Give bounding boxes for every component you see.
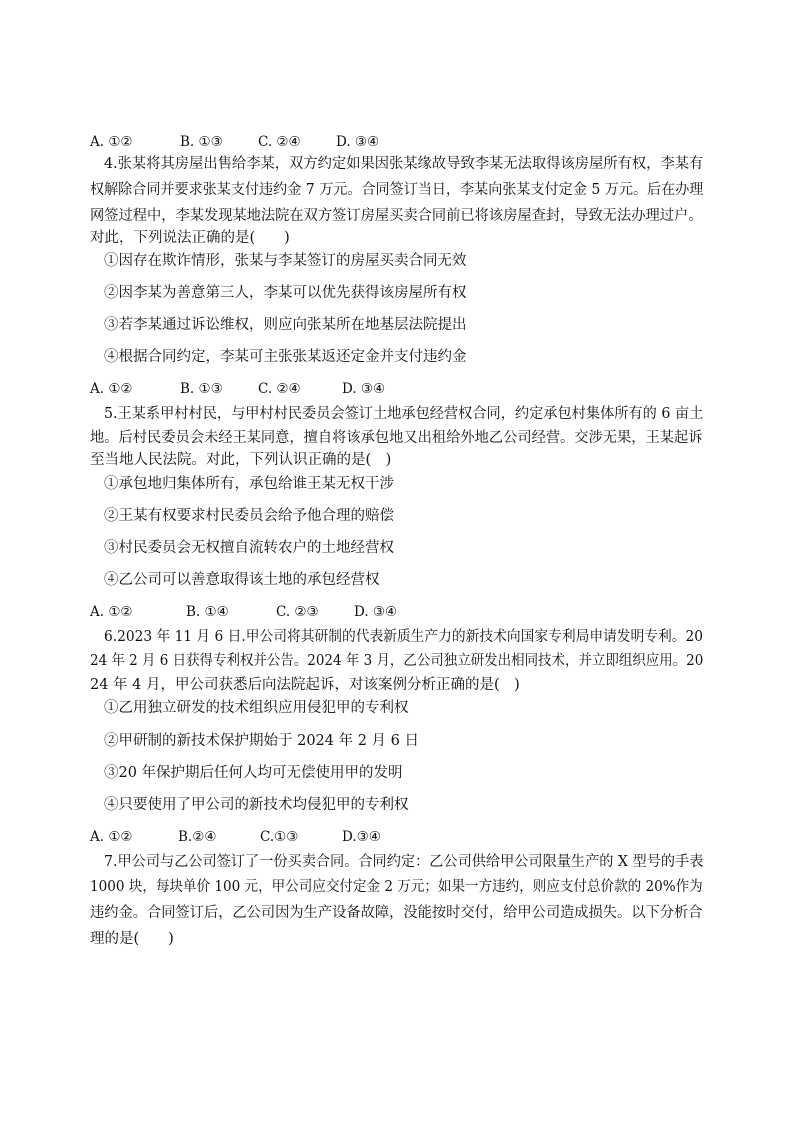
q5-choice-b: B. ①④: [186, 604, 229, 620]
q6-option-4: ④只要使用了甲公司的新技术均侵犯甲的专利权: [104, 797, 409, 813]
q7-stem-line: 1000 块，每块单价 100 元，甲公司应交付定金 2 万元；如果一方违约，则应支付总价款的 20%作为: [90, 879, 703, 895]
q4-choice-b: B. ①③: [180, 381, 223, 397]
q5-option-4: ④乙公司可以善意取得该土地的承包经营权: [104, 572, 380, 588]
q7-stem-line: 违约金。合同签订后，乙公司因为生产设备故障，没能按时交付，给甲公司造成损失。以下分析合: [90, 905, 703, 921]
q4-choice-c: C. ②④: [258, 381, 301, 397]
q5-choice-d: D. ③④: [354, 604, 398, 620]
q4-choice-d: D. ③④: [342, 381, 386, 397]
q5-option-3: ③村民委员会无权擅自流转农户的土地经营权: [104, 540, 394, 556]
q5-option-1: ①承包地归集体所有，承包给谁王某无权干涉: [104, 476, 394, 492]
q4-option-2: ②因李某为善意第三人，李某可以优先获得该房屋所有权: [104, 285, 467, 301]
q4-option-3: ③若李某通过诉讼维权，则应向张某所在地基层法院提出: [104, 317, 467, 333]
q5-stem-line: 5.王某系甲村村民，与甲村村民委员会签订土地承包经营权合同，约定承包村集体所有的 6 亩土: [104, 406, 704, 422]
q6-stem-line: 24 年 2 月 6 日获得专利权并公告。2024 年 3 月，乙公司独立研发出相同技术，并立即组织应用。20: [90, 653, 704, 669]
q5-stem-line: 地。后村民委员会未经王某同意，擅自将该承包地又出租给外地乙公司经营。交涉无果，王某起诉: [90, 430, 703, 446]
q5-choice-a: A. ①②: [90, 604, 133, 620]
q6-option-1: ①乙用独立研发的技术组织应用侵犯甲的专利权: [104, 700, 409, 716]
q4-stem-line: 4.张某将其房屋出售给李某，双方约定如果因张某缘故导致李某无法取得该房屋所有权，李某有: [104, 156, 704, 172]
q6-choice-a: A. ①②: [90, 829, 133, 845]
q4-stem-line: 网签过程中，李某发现某地法院在双方签订房屋买卖合同前已将该房屋查封，导致无法办理过户。: [90, 208, 703, 224]
q6-choice-d: D.③④: [342, 829, 381, 845]
q5-stem-line: 至当地人民法院。对此，下列认识正确的是( ): [90, 452, 392, 468]
q6-option-2: ②甲研制的新技术保护期始于 2024 年 2 月 6 日: [104, 733, 420, 749]
q3-choice-c: C. ②④: [258, 134, 301, 150]
q5-option-2: ②王某有权要求村民委员会给予他合理的赔偿: [104, 508, 394, 524]
q4-stem-line: 权解除合同并要求张某支付违约金 7 万元。合同签订当日，李某向张某支付定金 5 万元。后在办理: [90, 182, 704, 198]
q5-choice-c: C. ②③: [276, 604, 319, 620]
q4-stem-line: 对此，下列说法正确的是( ): [90, 230, 290, 246]
q7-stem-line: 7.甲公司与乙公司签订了一份买卖合同。合同约定：乙公司供给甲公司限量生产的 X 型号的手表: [104, 854, 704, 870]
q4-choice-a: A. ①②: [90, 381, 133, 397]
q3-choice-b: B. ①③: [180, 134, 223, 150]
q4-option-1: ①因存在欺诈情形，张某与李某签订的房屋买卖合同无效: [104, 253, 467, 269]
q3-choice-d: D. ③④: [336, 134, 380, 150]
q3-choice-a: A. ①②: [90, 134, 133, 150]
q7-stem-line: 理的是( ): [90, 931, 174, 947]
q6-stem-line: 24 年 4 月，甲公司获悉后向法院起诉，对该案例分析正确的是( ): [90, 677, 520, 693]
q6-stem-line: 6.2023 年 11 月 6 日.甲公司将其研制的代表新质生产力的新技术向国家专利局申请发明专利。20: [104, 629, 704, 645]
q6-choice-c: C.①③: [260, 829, 299, 845]
q4-option-4: ④根据合同约定，李某可主张张某返还定金并支付违约金: [104, 349, 467, 365]
q6-choice-b: B.②④: [178, 829, 217, 845]
q6-option-3: ③20 年保护期后任何人均可无偿使用甲的发明: [104, 765, 403, 781]
